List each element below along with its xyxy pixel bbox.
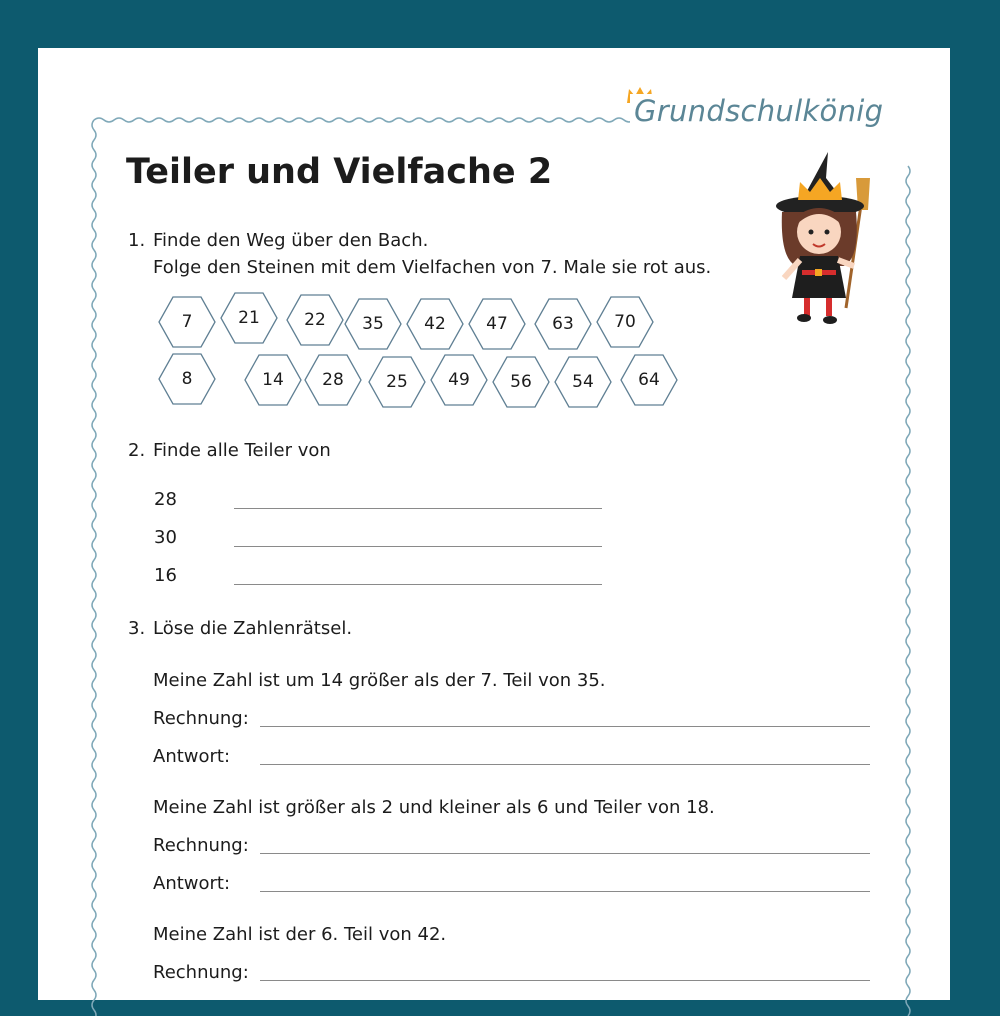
stone-number: 25 — [386, 372, 408, 392]
task-3-number: 3. — [128, 618, 146, 639]
answer-label: Antwort: — [153, 746, 231, 767]
divisor-number: 28 — [154, 489, 177, 510]
stone-hexagon[interactable] — [468, 298, 526, 350]
calculation-line[interactable] — [260, 980, 870, 981]
answer-label: Antwort: — [153, 873, 231, 894]
stone-number: 54 — [572, 372, 594, 392]
calculation-label: Rechnung: — [153, 708, 249, 729]
stone-number: 64 — [638, 370, 660, 390]
stone-hexagon[interactable] — [158, 296, 216, 348]
witch-illustration — [770, 148, 880, 328]
stone-hexagon[interactable] — [304, 354, 362, 406]
stone-hexagon[interactable] — [534, 298, 592, 350]
stone-number: 14 — [262, 370, 284, 390]
stone-hexagon[interactable] — [596, 296, 654, 348]
stone-hexagon[interactable] — [368, 356, 426, 408]
stone-hexagon[interactable] — [492, 356, 550, 408]
worksheet-page — [38, 48, 950, 1000]
stone-hexagon[interactable] — [406, 298, 464, 350]
stone-hexagon[interactable] — [244, 354, 302, 406]
answer-line[interactable] — [234, 546, 602, 547]
page-title: Teiler und Vielfache 2 — [126, 152, 553, 192]
stone-number: 63 — [552, 314, 574, 334]
brand-logo-text: Grundschulkönig — [630, 94, 887, 128]
stone-number: 42 — [424, 314, 446, 334]
task-2-number: 2. — [128, 440, 146, 461]
stone-number: 56 — [510, 372, 532, 392]
riddle-text: Meine Zahl ist größer als 2 und kleiner als 6 und Teiler von 18. — [153, 797, 715, 818]
answer-line[interactable] — [234, 584, 602, 585]
stone-number: 22 — [304, 310, 326, 330]
stone-number: 21 — [238, 308, 260, 328]
divisor-number: 30 — [154, 527, 177, 548]
calculation-line[interactable] — [260, 726, 870, 727]
stone-hexagon[interactable] — [344, 298, 402, 350]
stone-number: 49 — [448, 370, 470, 390]
stone-number: 70 — [614, 312, 636, 332]
stone-hexagon[interactable] — [286, 294, 344, 346]
stone-number: 8 — [181, 369, 193, 389]
stone-number: 35 — [362, 314, 384, 334]
task-1-number: 1. — [128, 230, 146, 251]
task-1-instruction-2: Folge den Steinen mit dem Vielfachen von 7. Male sie rot aus. — [153, 257, 712, 278]
stone-number: 28 — [322, 370, 344, 390]
stone-hexagon[interactable] — [554, 356, 612, 408]
answer-line[interactable] — [260, 891, 870, 892]
riddle-text: Meine Zahl ist der 6. Teil von 42. — [153, 924, 447, 945]
stone-hexagon[interactable] — [158, 353, 216, 405]
calculation-label: Rechnung: — [153, 835, 249, 856]
answer-line[interactable] — [234, 508, 602, 509]
riddle-text: Meine Zahl ist um 14 größer als der 7. Teil von 35. — [153, 670, 606, 691]
stone-number: 47 — [486, 314, 508, 334]
stone-hexagon[interactable] — [220, 292, 278, 344]
stone-hexagon[interactable] — [430, 354, 488, 406]
task-1-instruction-1: Finde den Weg über den Bach. — [153, 230, 429, 251]
answer-line[interactable] — [260, 764, 870, 765]
stone-hexagon[interactable] — [620, 354, 678, 406]
task-2-instruction: Finde alle Teiler von — [153, 440, 331, 461]
calculation-label: Rechnung: — [153, 962, 249, 983]
calculation-line[interactable] — [260, 853, 870, 854]
divisor-number: 16 — [154, 565, 177, 586]
task-3-instruction: Löse die Zahlenrätsel. — [153, 618, 353, 639]
stone-number: 7 — [181, 312, 193, 332]
